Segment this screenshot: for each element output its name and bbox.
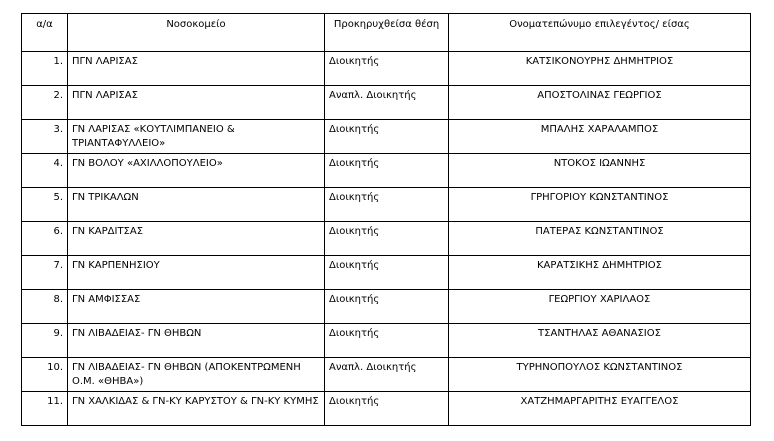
- row-index-cell: 9.: [22, 324, 68, 358]
- table-body: [22, 52, 751, 426]
- row-index-cell: 1.: [22, 52, 68, 86]
- row-hospital-cell: ΓΝ ΚΑΡΔΙΤΣΑΣ: [68, 222, 325, 256]
- table-row: [22, 222, 751, 256]
- row-hospital-cell: ΓΝ ΚΑΡΠΕΝΗΣΙΟΥ: [68, 256, 325, 290]
- table-row: [22, 392, 751, 426]
- header-row: [22, 14, 751, 52]
- row-position-cell: Διοικητής: [325, 290, 449, 324]
- row-hospital-cell: ΠΓΝ ΛΑΡΙΣΑΣ: [68, 52, 325, 86]
- row-index-cell: 4.: [22, 154, 68, 188]
- row-hospital-cell: ΓΝ ΑΜΦΙΣΣΑΣ: [68, 290, 325, 324]
- row-name-cell: ΚΑΤΣΙΚΟΝΟΥΡΗΣ ΔΗΜΗΤΡΙΟΣ: [449, 52, 751, 86]
- row-name-cell: ΤΥΡΗΝΟΠΟΥΛΟΣ ΚΩΝΣΤΑΝΤΙΝΟΣ: [449, 358, 751, 392]
- row-name-cell: ΓΡΗΓΟΡΙΟΥ ΚΩΝΣΤΑΝΤΙΝΟΣ: [449, 188, 751, 222]
- row-index-cell: 10.: [22, 358, 68, 392]
- row-position-cell: Αναπλ. Διοικητής: [325, 358, 449, 392]
- row-position-cell: Διοικητής: [325, 188, 449, 222]
- row-name-cell: ΚΑΡΑΤΣΙΚΗΣ ΔΗΜΗΤΡΙΟΣ: [449, 256, 751, 290]
- row-index-cell: 8.: [22, 290, 68, 324]
- row-index-cell: 5.: [22, 188, 68, 222]
- table-row: [22, 154, 751, 188]
- row-name-cell: ΧΑΤΖΗΜΑΡΓΑΡΙΤΗΣ ΕΥΑΓΓΕΛΟΣ: [449, 392, 751, 426]
- row-position-cell: Διοικητής: [325, 222, 449, 256]
- row-position-cell: Διοικητής: [325, 256, 449, 290]
- row-name-cell: ΜΠΑΛΗΣ ΧΑΡΑΛΑΜΠΟΣ: [449, 120, 751, 154]
- row-position-cell: Διοικητής: [325, 324, 449, 358]
- row-hospital-cell: ΓΝ ΧΑΛΚΙΔΑΣ & ΓΝ-ΚΥ ΚΑΡΥΣΤΟΥ & ΓΝ-ΚΥ ΚΥΜΗΣ: [68, 392, 325, 426]
- row-hospital-cell: ΓΝ ΤΡΙΚΑΛΩΝ: [68, 188, 325, 222]
- table-row: [22, 358, 751, 392]
- header-index: α/α: [22, 14, 68, 52]
- row-position-cell: Αναπλ. Διοικητής: [325, 86, 449, 120]
- table-row: [22, 256, 751, 290]
- table-row: [22, 86, 751, 120]
- row-position-cell: Διοικητής: [325, 120, 449, 154]
- row-index-cell: 11.: [22, 392, 68, 426]
- table-row: [22, 324, 751, 358]
- row-name-cell: ΝΤΟΚΟΣ ΙΩΑΝΝΗΣ: [449, 154, 751, 188]
- table-row: [22, 52, 751, 86]
- row-index-cell: 6.: [22, 222, 68, 256]
- table-row: [22, 188, 751, 222]
- row-index-cell: 7.: [22, 256, 68, 290]
- row-index-cell: 3.: [22, 120, 68, 154]
- table-row: [22, 120, 751, 154]
- row-name-cell: ΓΕΩΡΓΙΟΥ ΧΑΡΙΛΑΟΣ: [449, 290, 751, 324]
- row-position-cell: Διοικητής: [325, 52, 449, 86]
- row-hospital-cell: ΓΝ ΛΑΡΙΣΑΣ «ΚΟΥΤΛΙΜΠΑΝΕΙΟ & ΤΡΙΑΝΤΑΦΥΛΛΕΙΟ»: [68, 120, 325, 154]
- appointments-table: [21, 13, 751, 426]
- row-hospital-cell: ΠΓΝ ΛΑΡΙΣΑΣ: [68, 86, 325, 120]
- row-name-cell: ΠΑΤΕΡΑΣ ΚΩΝΣΤΑΝΤΙΝΟΣ: [449, 222, 751, 256]
- row-name-cell: ΑΠΟΣΤΟΛΙΝΑΣ ΓΕΩΡΓΙΟΣ: [449, 86, 751, 120]
- row-hospital-cell: ΓΝ ΒΟΛΟΥ «ΑΧΙΛΛΟΠΟΥΛΕΙΟ»: [68, 154, 325, 188]
- row-hospital-cell: ΓΝ ΛΙΒΑΔΕΙΑΣ- ΓΝ ΘΗΒΩΝ: [68, 324, 325, 358]
- header-position: Προκηρυχθείσα θέση: [325, 14, 449, 52]
- row-name-cell: ΤΣΑΝΤΗΛΑΣ ΑΘΑΝΑΣΙΟΣ: [449, 324, 751, 358]
- row-hospital-cell: ΓΝ ΛΙΒΑΔΕΙΑΣ- ΓΝ ΘΗΒΩΝ (ΑΠΟΚΕΝΤΡΩΜΕΝΗ Ο.Μ. «ΘΗΒΑ»): [68, 358, 325, 392]
- row-index-cell: 2.: [22, 86, 68, 120]
- row-position-cell: Διοικητής: [325, 392, 449, 426]
- header-hospital: Νοσοκομείο: [68, 14, 325, 52]
- table-row: [22, 290, 751, 324]
- header-name: Ονοματεπώνυμο επιλεγέντος/ είσας: [449, 14, 751, 52]
- row-position-cell: Διοικητής: [325, 154, 449, 188]
